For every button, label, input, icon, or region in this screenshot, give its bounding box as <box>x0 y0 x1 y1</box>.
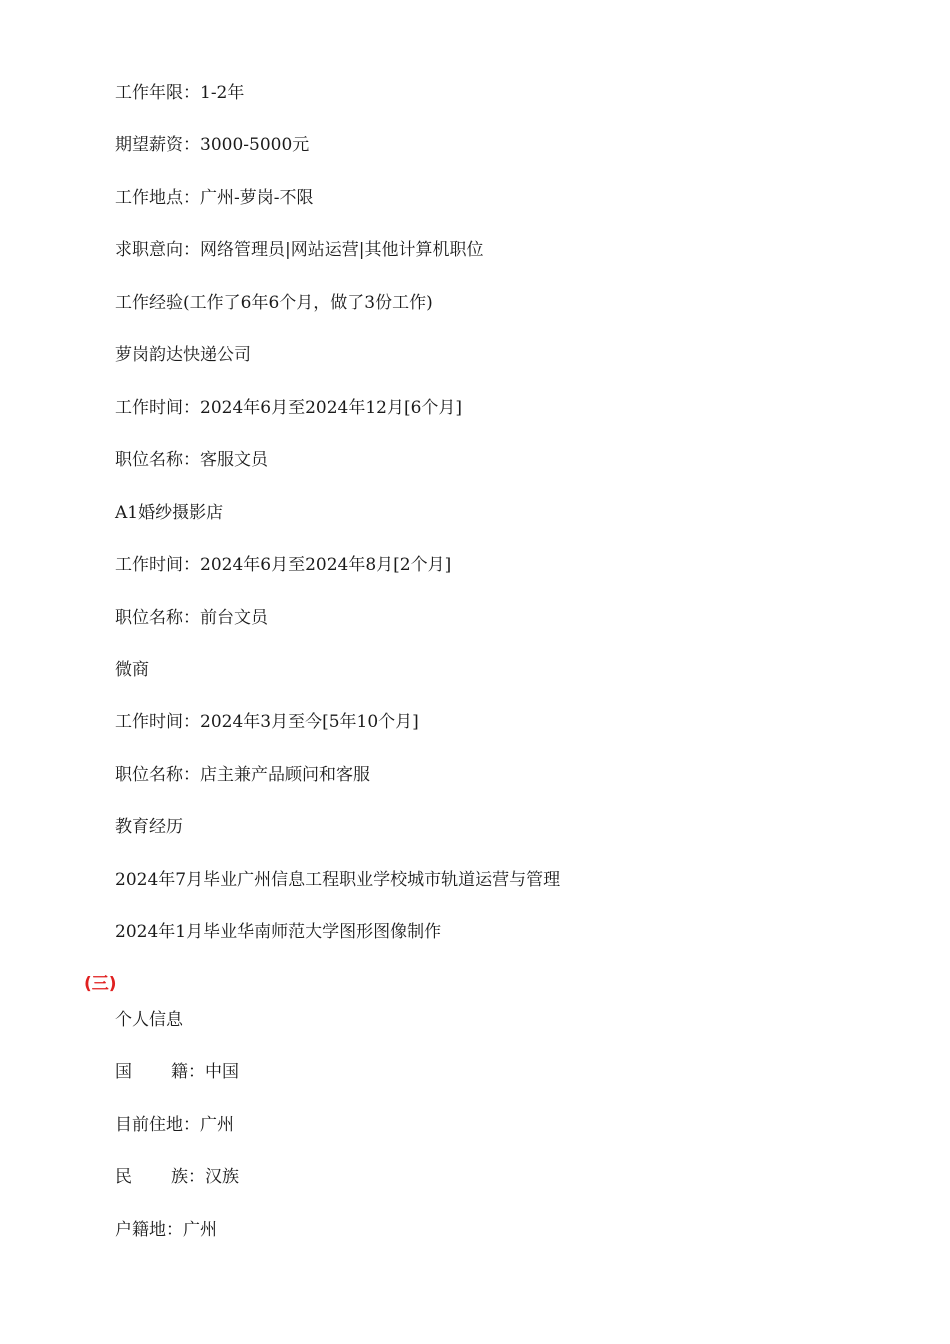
education-heading: 教育经历 <box>115 817 183 837</box>
employer-name: 微商 <box>115 660 149 680</box>
expected-salary: 期望薪资：3000-5000元 <box>115 135 310 155</box>
employer-name: A1婚纱摄影店 <box>115 503 224 523</box>
job-title: 职位名称：前台文员 <box>115 608 268 628</box>
household-registration: 户籍地：广州 <box>115 1220 217 1240</box>
ethnicity-row <box>115 1166 239 1188</box>
nationality-row <box>115 1061 239 1083</box>
education-entry: 2024年7月毕业广州信息工程职业学校城市轨道运营与管理 <box>115 870 561 890</box>
employer-name: 萝岗韵达快递公司 <box>115 345 251 365</box>
ethnicity-value: 汉族 <box>205 1167 239 1187</box>
employment-period: 工作时间：2024年6月至2024年8月[2个月] <box>115 555 452 575</box>
education-entry: 2024年1月毕业华南师范大学图形图像制作 <box>115 922 442 942</box>
job-intention: 求职意向：网络管理员|网站运营|其他计算机职位 <box>115 240 484 260</box>
ethnicity-label-part2: 族： <box>171 1167 205 1187</box>
personal-info-heading: 个人信息 <box>115 1010 183 1030</box>
section-heading: (三) <box>84 974 117 994</box>
employment-period: 工作时间：2024年6月至2024年12月[6个月] <box>115 398 463 418</box>
current-residence: 目前住地：广州 <box>115 1115 234 1135</box>
work-location: 工作地点：广州-萝岗-不限 <box>115 188 314 208</box>
job-title: 职位名称：店主兼产品顾问和客服 <box>115 765 370 785</box>
ethnicity-label-part1: 民 <box>115 1167 132 1187</box>
work-experience-heading: 工作经验(工作了6年6个月，做了3份工作) <box>115 293 433 313</box>
job-title: 职位名称：客服文员 <box>115 450 268 470</box>
work-years: 工作年限：1-2年 <box>115 83 245 103</box>
nationality-value: 中国 <box>205 1062 239 1082</box>
nationality-label-part2: 籍： <box>171 1062 205 1082</box>
employment-period: 工作时间：2024年3月至今[5年10个月] <box>115 712 419 732</box>
nationality-label-part1: 国 <box>115 1062 132 1082</box>
